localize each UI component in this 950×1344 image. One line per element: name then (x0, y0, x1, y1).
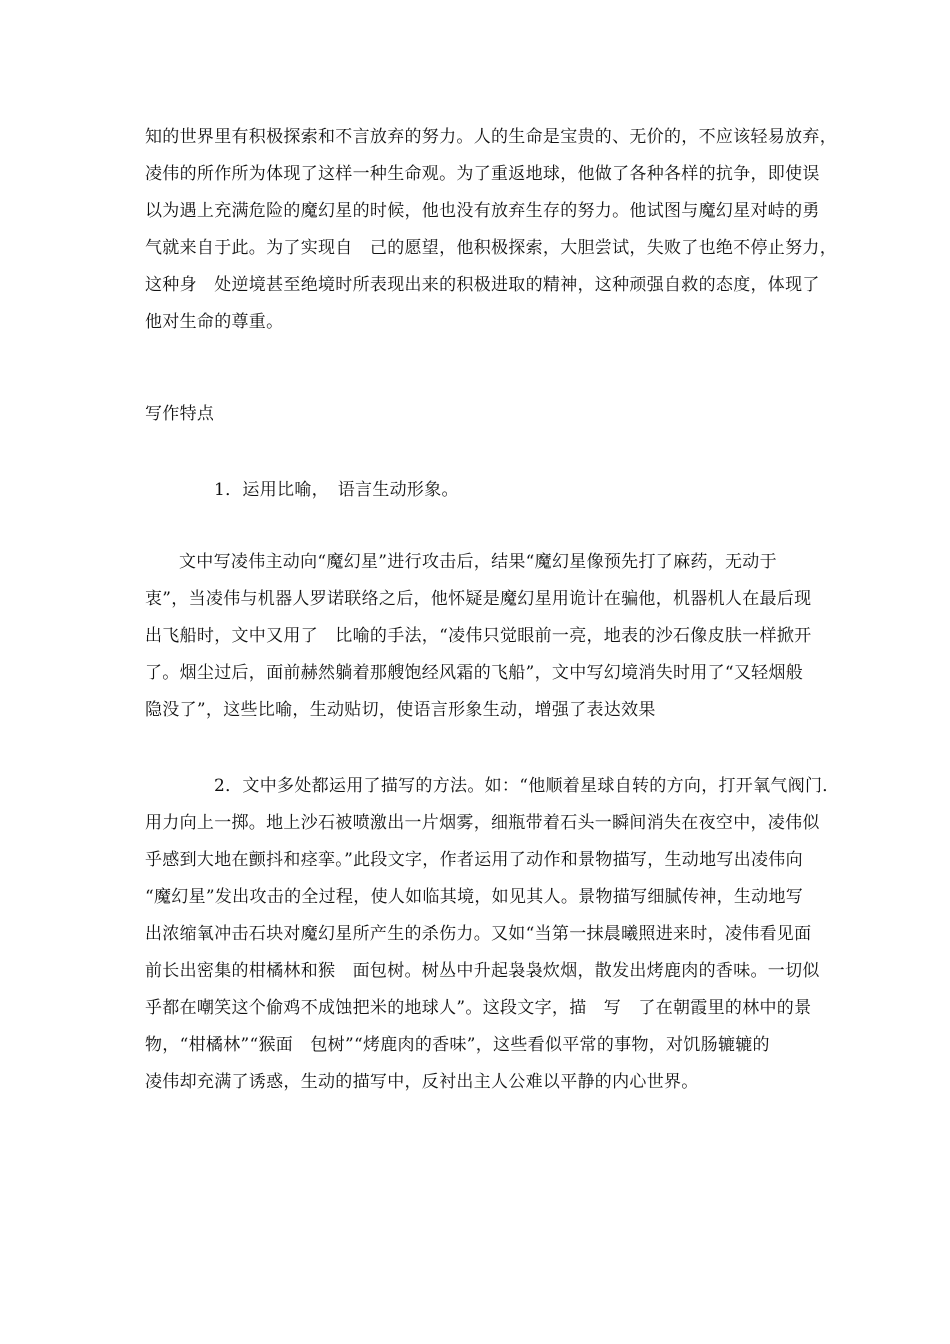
paragraph-line: 气就来自于此。为了实现自 己的愿望，他积极探索，大胆尝试，失败了也绝不停止努力， (145, 238, 837, 258)
paragraph-line: 前长出密集的柑橘林和猴 面包树。树丛中升起袅袅炊烟，散发出烤鹿肉的香味。一切似 (145, 961, 820, 981)
paragraph-line: 出浓缩氧冲击石块对魔幻星所产生的杀伤力。又如“当第一抹晨曦照进来时，凌伟看见面 (145, 924, 812, 944)
paragraph-line: 了。烟尘过后，面前赫然躺着那艘饱经风霜的飞船”，文中写幻境消失时用了“又轻烟般 (145, 663, 804, 683)
paragraph-line: 出飞船时，文中又用了 比喻的手法，“凌伟只觉眼前一亮，地表的沙石像皮肤一样掀开 (145, 626, 812, 646)
paragraph-line: 凌伟的所作所为体现了这样一种生命观。为了重返地球，他做了各种各样的抗争，即使误 (145, 164, 820, 184)
paragraph-line: 隐没了”，这些比喻，生动贴切，使语言形象生动，增强了表达效果 (145, 700, 656, 720)
paragraph-line: 乎感到大地在颤抖和痉挛。”此段文字，作者运用了动作和景物描写，生动地写出凌伟向 (145, 850, 803, 870)
paragraph-line: 衷”，当凌伟与机器人罗诺联络之后，他怀疑是魔幻星用诡计在骗他，机器机人在最后现 (145, 589, 812, 609)
paragraph-line: 这种身 处逆境甚至绝境时所表现出来的积极进取的精神，这种顽强自救的态度，体现了 (145, 275, 820, 295)
paragraph-line: 用力向上一掷。地上沙石被喷激出一片烟雾，细瓶带着石头一瞬间消失在夜空中，凌伟似 (145, 813, 820, 833)
subheading-item-1: 1．运用比喻， 语言生动形象。 (214, 480, 459, 500)
paragraph-line: “魔幻星”发出攻击的全过程，使人如临其境，如见其人。景物描写细腻传神，生动地写 (145, 887, 804, 907)
paragraph-line: 物，“柑橘林”“猴面 包树”“烤鹿肉的香味”，这些看似平常的事物，对饥肠辘辘的 (145, 1035, 770, 1055)
paragraph-line: 知的世界里有积极探索和不言放弃的努力。人的生命是宝贵的、无价的，不应该轻易放弃， (145, 127, 837, 147)
paragraph-line: 以为遇上充满危险的魔幻星的时候，他也没有放弃生存的努力。他试图与魔幻星对峙的勇 (145, 201, 820, 221)
paragraph-line: 乎都在嘲笑这个偷鸡不成蚀把米的地球人”。这段文字，描 写 了在朝霞里的林中的景 (145, 998, 812, 1018)
subheading-item-2: 2．文中多处都运用了描写的方法。如：“他顺着星球自转的方向，打开氧气阀门． (214, 776, 840, 796)
section-heading: 写作特点 (145, 404, 215, 424)
paragraph-line: 文中写凌伟主动向“魔幻星”进行攻击后，结果“魔幻星像预先打了麻药，无动于 (179, 552, 777, 572)
paragraph-line: 他对生命的尊重。 (145, 312, 284, 332)
paragraph-line: 凌伟却充满了诱惑，生动的描写中，反衬出主人公难以平静的内心世界。 (145, 1072, 699, 1092)
